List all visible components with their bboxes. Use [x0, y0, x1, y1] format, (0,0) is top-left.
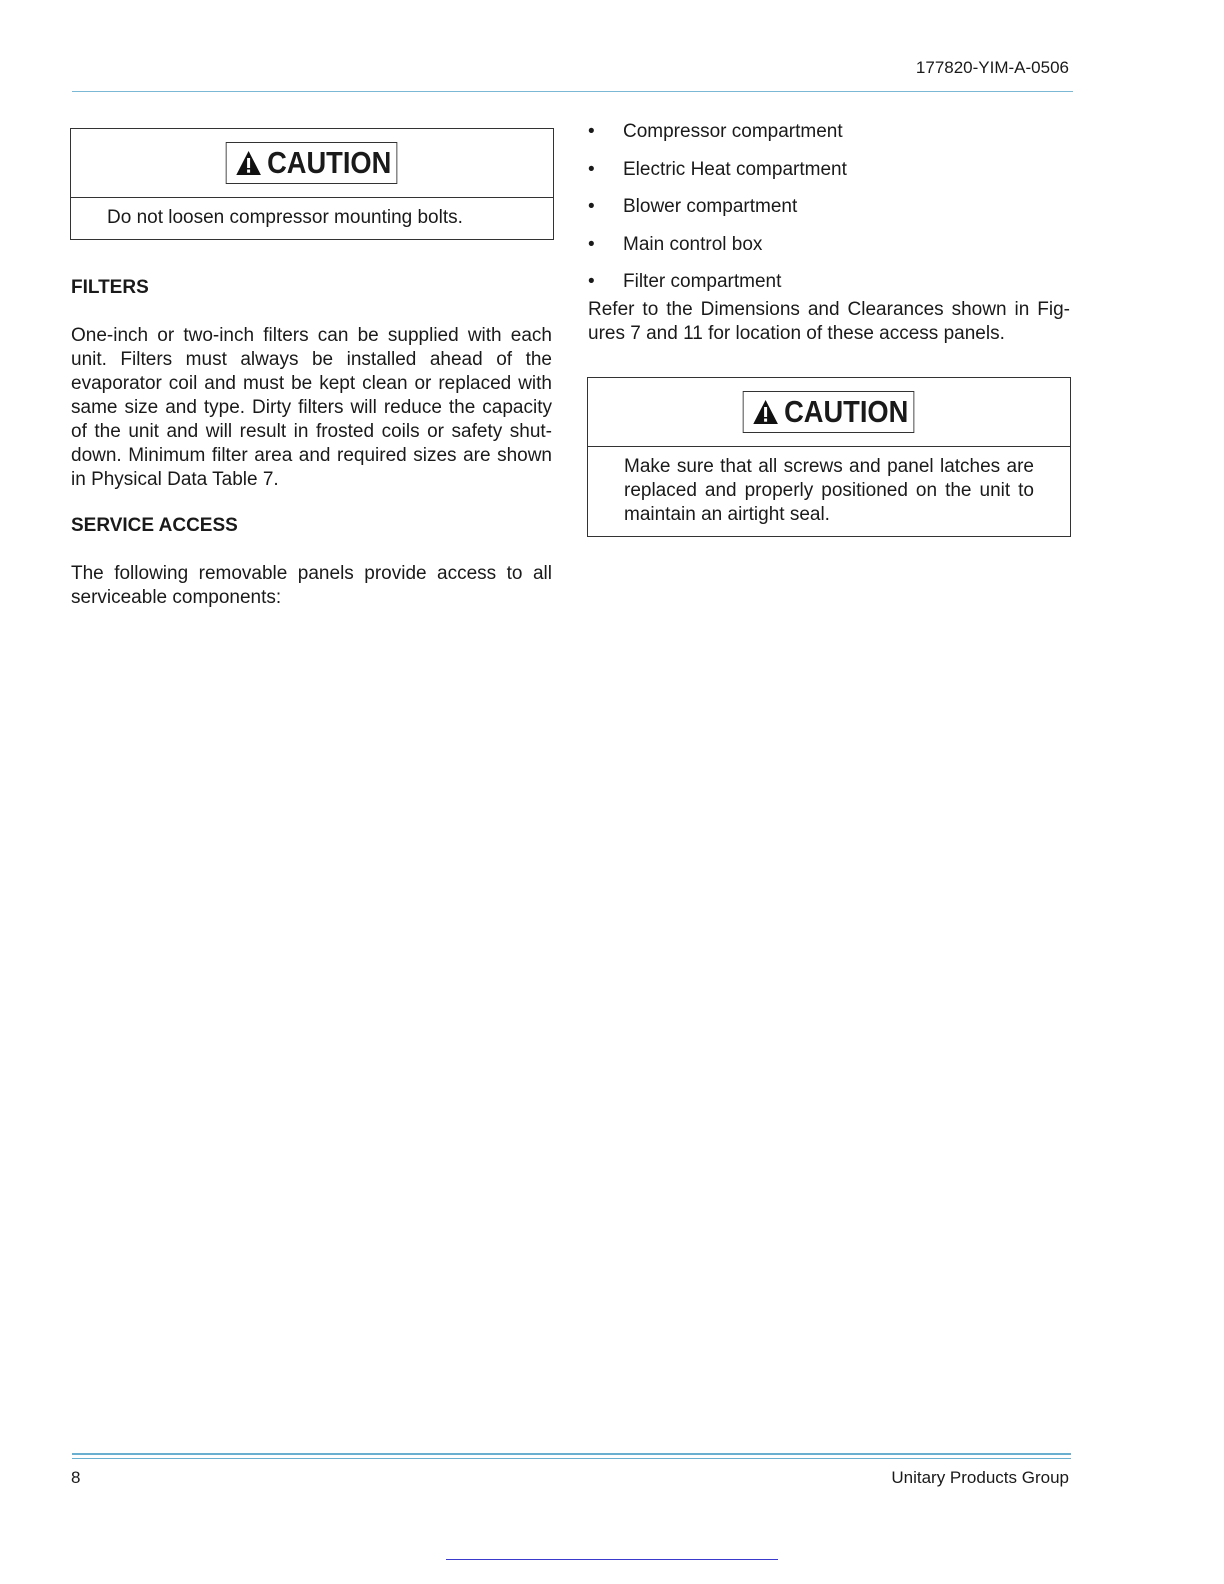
refer-paragraph: Refer to the Dimensions and Clearances shown in Fig-ures 7 and 11 for location of these access panels. [588, 299, 1070, 344]
warning-triangle-icon [236, 150, 262, 176]
document-number: 177820-YIM-A-0506 [915, 58, 1069, 77]
caution-message: Make sure that all screws and panel latches are replaced and properly positioned on the unit to maintain an airtight seal. [624, 456, 1034, 525]
list-item: • Filter compartment [588, 271, 782, 293]
service-access-heading: SERVICE ACCESS [71, 515, 238, 536]
warning-triangle-icon [753, 399, 779, 425]
access-panel-list [588, 119, 847, 307]
caution-header [71, 129, 553, 198]
link-underline [446, 1559, 778, 1560]
caution-message: Do not loosen compressor mounting bolts. [107, 207, 463, 228]
footer-divider [72, 1453, 1071, 1455]
caution-header [588, 378, 1070, 447]
caution-label [743, 391, 915, 433]
caution-label-text: CAUTION [267, 145, 392, 180]
list-item: • Blower compartment [588, 196, 798, 218]
footer-divider-thin [72, 1458, 1071, 1459]
list-item: • Compressor compartment [588, 121, 843, 142]
list-item: • Main control box [588, 233, 763, 255]
filters-paragraph: One-inch or two-inch filters can be supplied with each unit. Filters must always be installed ahead of the evaporator coil and must be kept clean or replaced with same size and type. Dirty filters will reduce the capacity of the unit and will result in frosted coils or safety shut-down. Minimum filter area and required sizes are shown in Physical Data Table 7. [71, 325, 552, 490]
footer-company: Unitary Products Group [891, 1468, 1069, 1487]
header-divider [72, 91, 1073, 92]
caution-box-compressor [70, 128, 554, 240]
caution-box-panels [587, 377, 1071, 537]
list-item: • Electric Heat compartment [588, 158, 847, 180]
caution-label-text: CAUTION [784, 394, 909, 429]
filters-heading: FILTERS [71, 277, 149, 298]
service-access-paragraph: The following removable panels provide access to all serviceable components: [71, 563, 552, 608]
page-number: 8 [71, 1468, 81, 1487]
caution-label [226, 142, 398, 184]
